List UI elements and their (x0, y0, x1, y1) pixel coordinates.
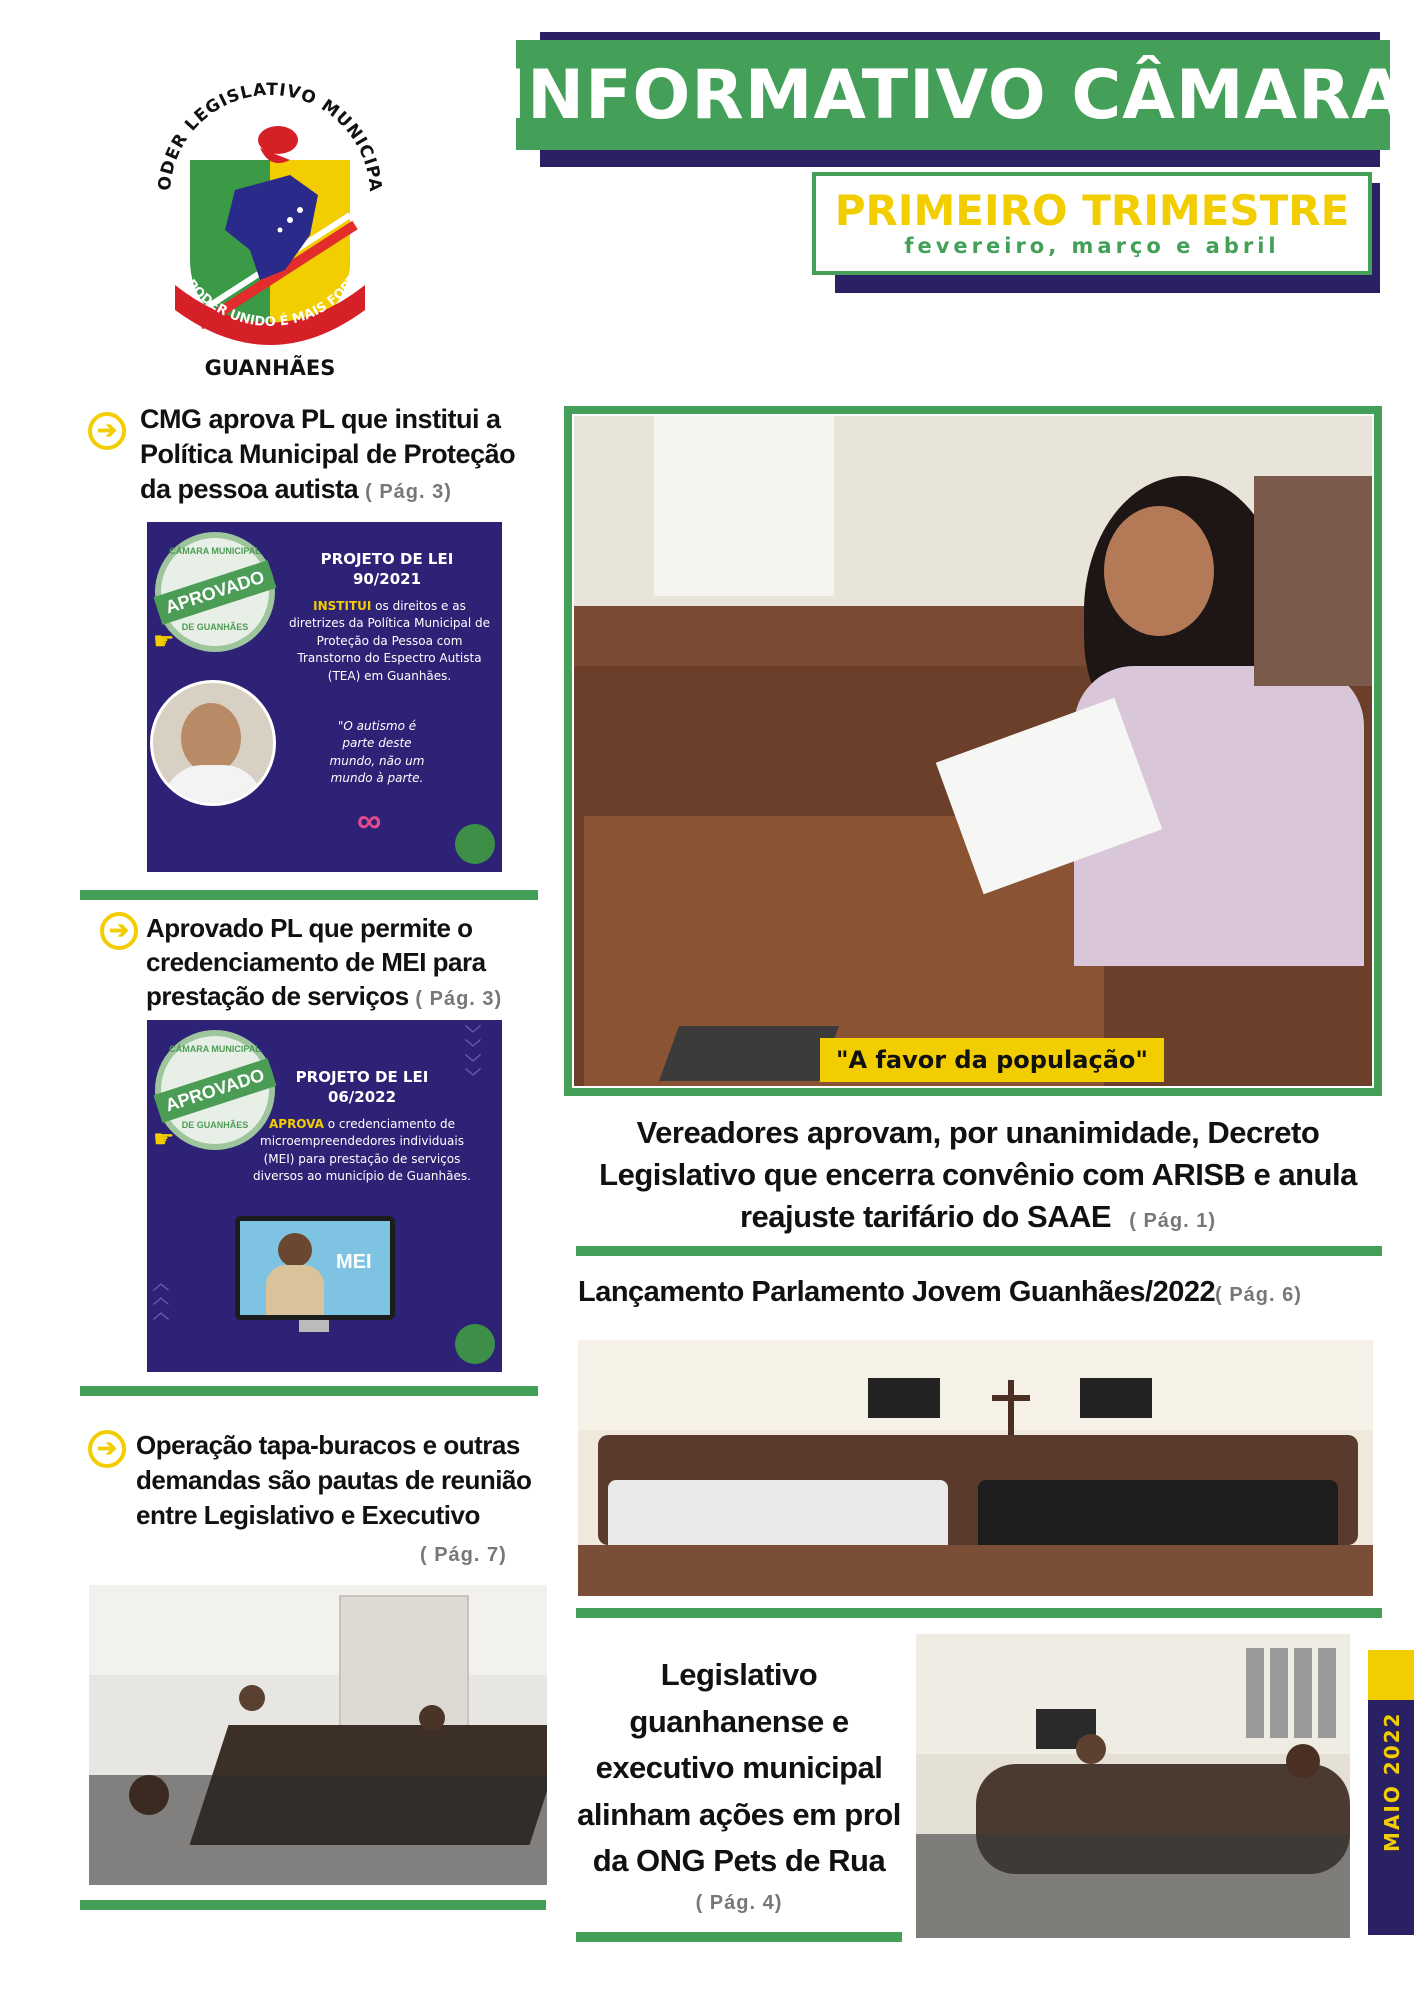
logo-arc-top: ODER LEGISLATIVO MUNICIPA (154, 79, 386, 194)
story-autism-headline[interactable] (140, 402, 540, 507)
flyer-body (247, 1116, 477, 1186)
story-mei-text: Aprovado PL que permite o credenciamento de MEI para prestação de serviços (146, 913, 486, 1011)
infinity-icon: ∞ (357, 802, 382, 840)
logo-arc-bottom: O PODER UNIDO É MAIS FORT (174, 265, 362, 330)
stamp-bottom-text: DE GUANHÃES (181, 622, 249, 632)
small-logo-icon (455, 824, 495, 864)
monitor-image (235, 1216, 395, 1320)
flyer-highlight: APROVA (268, 1117, 324, 1131)
arrow-right-icon: ➔ (100, 912, 138, 950)
divider-bar (80, 890, 538, 900)
story-mei-page: ( Pág. 3) (415, 987, 503, 1010)
flyer-body-text: o credenciamento de microempreendedores individuais (MEI) para prestação de serviços diversos ao município de Guanhães. (253, 1117, 471, 1184)
chevron-down-icon: ﹀ ﹀ ﹀ ﹀ (465, 1026, 482, 1087)
child-photo (150, 680, 276, 806)
autism-quote: "O autismo é parte deste mundo, não um mundo à parte. (329, 719, 425, 786)
story-pets-headline[interactable] (576, 1652, 902, 1885)
story-youth-text: Lançamento Parlamento Jovem Guanhães/2022 (578, 1276, 1216, 1308)
pointing-hand-icon: ☛ (153, 1126, 175, 1153)
arrow-right-icon: ➔ (88, 1430, 126, 1468)
story-youth-headline[interactable] (578, 1276, 1398, 1309)
story-autism-page: ( Pág. 3) (365, 481, 452, 504)
main-photo-councilwoman[interactable] (574, 416, 1372, 1086)
monitor-mei-label: MEI (336, 1251, 372, 1273)
quarter-months: fevereiro, março e abril (904, 234, 1280, 259)
chamber-logo (140, 70, 400, 380)
story-potholes-text: Operação tapa-buracos e outras demandas são pautas de reunião entre Legislativo e Executivo (136, 1430, 532, 1531)
stamp-band: APROVADO (153, 560, 276, 625)
header-banner (500, 40, 1406, 150)
story-potholes-headline[interactable] (136, 1428, 556, 1533)
pets-meeting-photo[interactable] (916, 1634, 1350, 1938)
stamp-top-text: CÂMARA MUNICIPAL (169, 546, 261, 556)
story-pets-text: Legislativo guanhanense e executivo municipal alinham ações em prol da ONG Pets de Rua (577, 1657, 901, 1878)
flyer-body-text: os direitos e as diretrizes da Política Municipal de Proteção da Pessoa com Transtorno do Espectro Autista (TEA) em Guanhães. (288, 599, 491, 683)
flyer-autism[interactable] (147, 522, 502, 872)
small-logo-icon (455, 1324, 495, 1364)
youth-parliament-photo[interactable] (578, 1340, 1373, 1596)
divider-bar (80, 1900, 546, 1910)
story-youth-page: ( Pág. 6) (1215, 1284, 1302, 1306)
monitor-stand (299, 1320, 329, 1332)
story-mei-headline[interactable] (146, 912, 546, 1013)
divider-bar (576, 1932, 902, 1942)
chevron-up-icon: ︿ ︿ ︿ (153, 1276, 170, 1322)
stamp-bottom-text: DE GUANHÃES (181, 1120, 249, 1130)
newsletter-title: INFORMATIVO CÂMARA (500, 55, 1406, 135)
stamp-band: APROVADO (153, 1058, 276, 1123)
flyer-title: PROJETO DE LEI 90/2021 (320, 550, 454, 588)
meeting-photo-executive[interactable] (89, 1585, 547, 1885)
story-main-headline[interactable] (574, 1112, 1382, 1238)
logo-city: GUANHÃES (204, 356, 336, 380)
main-photo-caption: "A favor da população" (820, 1038, 1164, 1082)
tablet-device (659, 1026, 839, 1081)
story-autism-text: CMG aprova PL que institui a Política Municipal de Proteção da pessoa autista (140, 404, 516, 505)
story-main-page: ( Pág. 1) (1129, 1209, 1217, 1232)
story-pets-page: ( Pág. 4) (695, 1892, 783, 1914)
stamp-top-text: CÂMARA MUNICIPAL (169, 1044, 261, 1054)
flyer-mei[interactable] (147, 1020, 502, 1372)
divider-bar (80, 1386, 538, 1396)
side-yellow-accent (1368, 1650, 1414, 1700)
flyer-highlight: INSTITUI (313, 599, 372, 613)
quarter-title: PRIMEIRO TRIMESTRE (834, 186, 1350, 235)
story-potholes-page: ( Pág. 7) (420, 1544, 507, 1566)
flyer-body (287, 598, 492, 685)
pointing-hand-icon: ☛ (153, 628, 175, 655)
subtitle-box (812, 172, 1372, 275)
divider-bar (576, 1246, 1382, 1256)
edition-date: MAIO 2022 (1380, 1711, 1404, 1852)
flyer-title: PROJETO DE LEI 06/2022 (295, 1068, 429, 1106)
divider-bar (576, 1608, 1382, 1618)
arrow-right-icon: ➔ (88, 412, 126, 450)
story-main-text: Vereadores aprovam, por unanimidade, Decreto Legislativo que encerra convênio com ARISB e anula reajuste tarifário do SAAE (599, 1115, 1357, 1234)
